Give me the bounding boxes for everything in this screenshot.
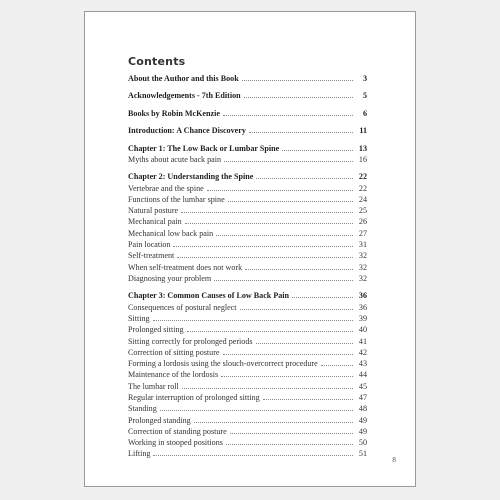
toc-entry — [128, 205, 367, 216]
toc-entry-page: 41 — [358, 336, 367, 346]
toc-entry-title: When self-treatment does not work — [128, 262, 243, 272]
dot-leader — [182, 388, 353, 389]
toc-entry-page: 51 — [358, 449, 367, 459]
toc-entry-page: 22 — [358, 183, 367, 193]
dot-leader — [321, 365, 353, 366]
toc-entry — [128, 336, 367, 347]
dot-leader — [245, 269, 353, 270]
dot-leader — [187, 331, 353, 332]
toc-entry-title: Chapter 2: Understanding the Spine — [128, 172, 254, 182]
toc-entry-page: 49 — [358, 426, 367, 436]
toc-entry — [128, 239, 367, 250]
toc-entry-page: 5 — [362, 91, 367, 101]
dot-leader — [249, 132, 353, 133]
toc-entry — [128, 273, 367, 284]
dot-leader — [230, 433, 353, 434]
dot-leader — [292, 297, 353, 298]
toc-entry-title: Working in stooped positions — [128, 438, 223, 448]
toc-section-entry — [128, 90, 367, 101]
toc-entry-title: Acknowledgements - 7th Edition — [128, 91, 241, 101]
toc-entry-title: Lifting — [128, 449, 151, 459]
toc-entry-title: Consequences of postural neglect — [128, 302, 237, 312]
dot-leader — [173, 246, 353, 247]
toc-entry-page: 40 — [358, 325, 367, 335]
dot-leader — [263, 399, 353, 400]
toc-entry-title: Self-treatment — [128, 251, 175, 261]
dot-leader — [223, 354, 354, 355]
toc-entry — [128, 154, 367, 165]
toc-entry-title: Mechanical pain — [128, 217, 182, 227]
dot-leader — [160, 410, 353, 411]
dot-leader — [153, 455, 353, 456]
toc-entry-title: Diagnosing your problem — [128, 273, 212, 283]
toc-entry — [128, 403, 367, 414]
dot-leader — [228, 201, 353, 202]
toc-section-entry — [128, 108, 367, 119]
toc-entry — [128, 448, 367, 459]
toc-entry — [128, 183, 367, 194]
toc-entry-title: About the Author and this Book — [128, 74, 239, 83]
toc-entry-page: 24 — [358, 194, 367, 204]
toc-entry-title: Chapter 3: Common Causes of Low Back Pain — [128, 291, 290, 301]
toc-entry-title: Sitting correctly for prolonged periods — [128, 336, 253, 346]
dot-leader — [207, 190, 353, 191]
toc-entry — [128, 381, 367, 392]
dot-leader — [226, 444, 353, 445]
dot-leader — [177, 257, 353, 258]
toc-entry-title: Pain location — [128, 240, 171, 250]
toc-entry-page: 16 — [358, 154, 367, 164]
dot-leader — [224, 161, 353, 162]
toc-entry — [128, 216, 367, 227]
toc-entry-title: The lumbar roll — [128, 381, 179, 391]
dot-leader — [223, 115, 353, 116]
toc-entry-page: 26 — [358, 217, 367, 227]
dot-leader — [214, 280, 353, 281]
toc-entry-title: Prolonged sitting — [128, 325, 184, 335]
dot-leader — [282, 150, 353, 151]
toc-entry-page: 36 — [358, 291, 367, 301]
dot-leader — [194, 422, 353, 423]
contents-heading: Contents — [128, 55, 186, 68]
dot-leader — [256, 343, 353, 344]
toc-entry-title: Natural posture — [128, 206, 179, 216]
toc-entry-title: Mechanical low back pain — [128, 228, 214, 238]
dot-leader — [216, 235, 353, 236]
toc-entry-title: Regular interruption of prolonged sitting — [128, 392, 260, 402]
page-number: 8 — [392, 455, 396, 464]
dot-leader — [256, 178, 353, 179]
toc-entry-page: 36 — [358, 302, 367, 312]
toc-entry-page: 3 — [362, 74, 367, 83]
toc-section-entry — [128, 73, 367, 84]
toc-entry — [128, 250, 367, 261]
toc-entry-page: 13 — [358, 143, 367, 153]
toc-entry — [128, 194, 367, 205]
toc-entry-title: Correction of standing posture — [128, 426, 227, 436]
toc-entry — [128, 415, 367, 426]
toc-entry — [128, 302, 367, 313]
toc-entry-title: Vertebrae and the spine — [128, 183, 204, 193]
document-page — [84, 11, 416, 487]
dot-leader — [181, 212, 353, 213]
toc-entry-page: 42 — [358, 347, 367, 357]
toc-entry — [128, 358, 367, 369]
toc-entry-page: 32 — [358, 251, 367, 261]
toc-entry-title: Maintenance of the lordosis — [128, 370, 219, 380]
toc-entry-page: 25 — [358, 206, 367, 216]
toc-section-entry — [128, 143, 367, 154]
toc-entry — [128, 392, 367, 403]
toc-entry-title: Introduction: A Chance Discovery — [128, 126, 246, 136]
toc-section-entry — [128, 171, 367, 182]
toc-entry-page: 32 — [358, 273, 367, 283]
toc-entry — [128, 313, 367, 324]
toc-entry-title: Functions of the lumbar spine — [128, 194, 225, 204]
toc-entry-page: 43 — [358, 359, 367, 369]
toc-entry-title: Chapter 1: The Low Back or Lumbar Spine — [128, 143, 280, 153]
toc-entry-page: 6 — [362, 108, 367, 118]
dot-leader — [244, 97, 353, 98]
toc-entry-title: Myths about acute back pain — [128, 154, 222, 164]
toc-entry-page: 47 — [358, 392, 367, 402]
toc-entry — [128, 347, 367, 358]
toc-entry-page: 48 — [358, 404, 367, 414]
toc-entry-page: 11 — [359, 126, 367, 136]
toc-section-entry — [128, 125, 367, 136]
toc-entry-page: 44 — [358, 370, 367, 380]
toc-entry-title: Correction of sitting posture — [128, 347, 220, 357]
toc-entry-title: Prolonged standing — [128, 415, 191, 425]
toc-entry-page: 50 — [358, 438, 367, 448]
dot-leader — [153, 320, 353, 321]
toc-entry-title: Standing — [128, 404, 157, 414]
toc-entry-page: 39 — [358, 313, 367, 323]
dot-leader — [185, 223, 353, 224]
dot-leader — [221, 376, 353, 377]
toc-entry-page: 45 — [358, 381, 367, 391]
toc-entry — [128, 437, 367, 448]
dot-leader — [240, 309, 353, 310]
toc-entry-page: 32 — [358, 262, 367, 272]
toc-entry-page: 49 — [358, 415, 367, 425]
toc-entry — [128, 228, 367, 239]
table-of-contents — [128, 73, 367, 460]
toc-entry-page: 22 — [358, 172, 367, 182]
dot-leader — [242, 80, 353, 81]
toc-entry — [128, 324, 367, 335]
toc-entry-title: Forming a lordosis using the slouch-overcorrect procedure — [128, 359, 318, 369]
toc-entry-page: 27 — [358, 228, 367, 238]
toc-section-entry — [128, 290, 367, 301]
toc-entry — [128, 369, 367, 380]
toc-entry-title: Books by Robin McKenzie — [128, 108, 220, 118]
toc-entry — [128, 426, 367, 437]
toc-entry-page: 31 — [358, 240, 367, 250]
toc-entry-title: Sitting — [128, 313, 150, 323]
toc-entry — [128, 262, 367, 273]
